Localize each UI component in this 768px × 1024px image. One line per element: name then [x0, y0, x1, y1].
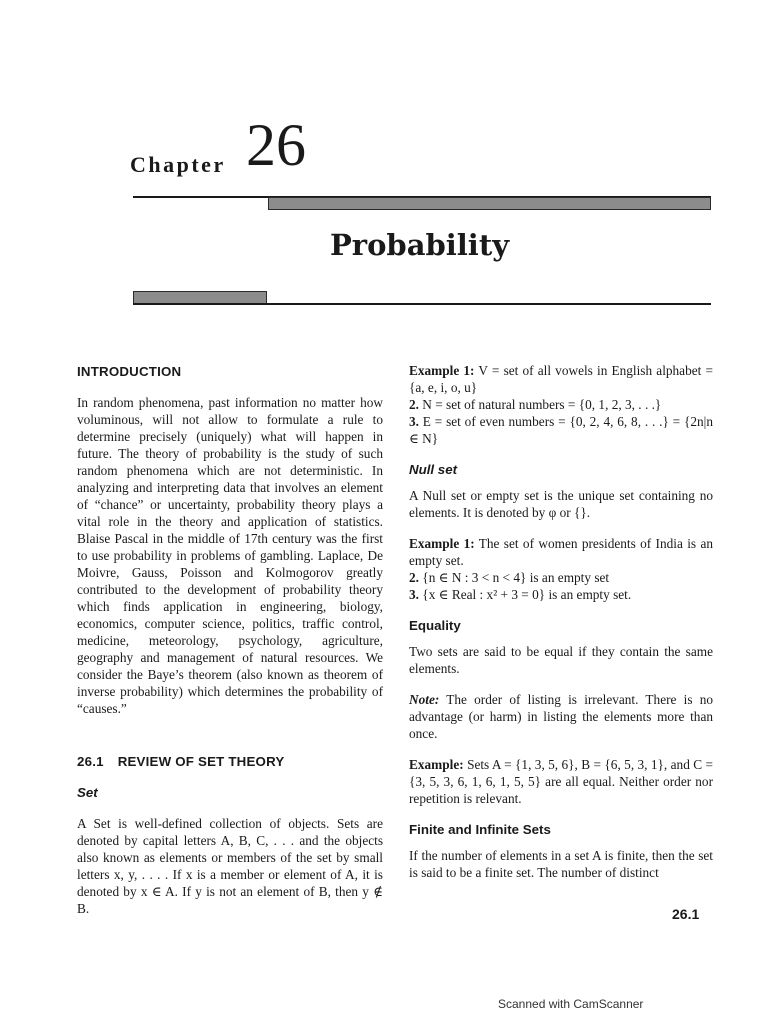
note-text: The order of listing is irrelevant. There is no advantage (or harm) in listing the elements more than once.	[409, 692, 713, 741]
chapter-number: 26	[246, 112, 306, 178]
example-text: E = set of even numbers = {0, 2, 4, 6, 8, . . .} = {2n|n ∈ N}	[409, 414, 713, 446]
set-example-1	[409, 362, 713, 396]
null-set-example-1	[409, 535, 713, 569]
chapter-label: Chapter	[130, 152, 226, 177]
example-text: N = set of natural numbers = {0, 1, 2, 3, . . .}	[418, 397, 662, 412]
null-set-heading: Null set	[409, 462, 458, 477]
scanner-watermark: Scanned with CamScanner	[498, 997, 644, 1011]
introduction-body: In random phenomena, past information no matter how voluminous, will not allow to formulate a rule to determine precisely (uniquely) what will happen in future. The theory of probability is the study of such random phenomena which are not deterministic. In analyzing and interpreting data that involves an element of “chance” or uncertainty, probability theory plays a vital role in the theory and application of statistics. Blaise Pascal in the middle of 17th century was the first to use probability in problems of gambling. Laplace, De Moivre, Gauss, Poisson and Kolmogorov greatly contributed to the development of probability theory which finds application in engineering, biology, economics, computer science, politics, traffic control, medicine, meteorology, psychology, agriculture, geography and management of natural resources. We consider the Baye’s theorem (also known as theorem of inverse probability) which determines the probability of “causes.”	[77, 395, 383, 716]
bottom-rule-line	[133, 303, 711, 305]
example-number: 3.	[409, 587, 419, 602]
section-number: 26.1	[77, 754, 104, 769]
set-example-3	[409, 413, 713, 447]
finite-sets-body: If the number of elements in a set A is finite, then the set is said to be a finite set. The number of distinct	[409, 848, 713, 880]
page-number: 26.1	[672, 906, 700, 922]
set-definition-body: A Set is well-defined collection of objects. Sets are denoted by capital letters A, B, C, . . . and the objects also known as elements or members of the set by small letters x, y, . . . . If x is a member or element of A, it is denoted by x ∈ A. If y is not an element of B, then y ∉ B.	[77, 816, 383, 916]
section-261-heading	[77, 753, 383, 770]
equality-heading: Equality	[409, 618, 461, 633]
null-set-example-3	[409, 586, 713, 603]
null-set-body: A Null set or empty set is the unique set containing no elements. It is denoted by φ or {}.	[409, 488, 713, 520]
example-text: Sets A = {1, 3, 5, 6}, B = {6, 5, 3, 1}, and C = {3, 5, 3, 6, 1, 6, 1, 5, 5} are all equal. Neither order nor repetition is relevant.	[409, 757, 713, 806]
chapter-title: Probability	[330, 228, 510, 262]
example-number: 2.	[409, 397, 419, 412]
null-set-example-2	[409, 569, 713, 586]
example-text: {n ∈ N : 3 < n < 4} is an empty set	[418, 570, 610, 585]
section-title: REVIEW OF SET THEORY	[117, 754, 285, 769]
example-label: Example:	[409, 757, 464, 772]
finite-sets-heading: Finite and Infinite Sets	[409, 822, 551, 837]
example-label: Example 1:	[409, 536, 475, 551]
example-text: The set of women presidents of India is an empty set.	[409, 536, 713, 568]
left-column	[77, 363, 383, 917]
equality-example	[409, 756, 713, 807]
example-number: 2.	[409, 570, 419, 585]
example-text: V = set of all vowels in English alphabet = {a, e, i, o, u}	[409, 363, 713, 395]
set-example-2	[409, 396, 713, 413]
introduction-heading: INTRODUCTION	[77, 364, 182, 379]
example-text: {x ∈ Real : x² + 3 = 0} is an empty set.	[418, 587, 632, 602]
top-rule-bar	[268, 197, 711, 210]
right-column	[409, 362, 713, 881]
example-label: Example 1:	[409, 363, 475, 378]
equality-body: Two sets are said to be equal if they contain the same elements.	[409, 644, 713, 676]
note-label: Note:	[409, 692, 440, 707]
example-number: 3.	[409, 414, 419, 429]
set-subheading: Set	[77, 785, 98, 800]
equality-note	[409, 691, 713, 742]
